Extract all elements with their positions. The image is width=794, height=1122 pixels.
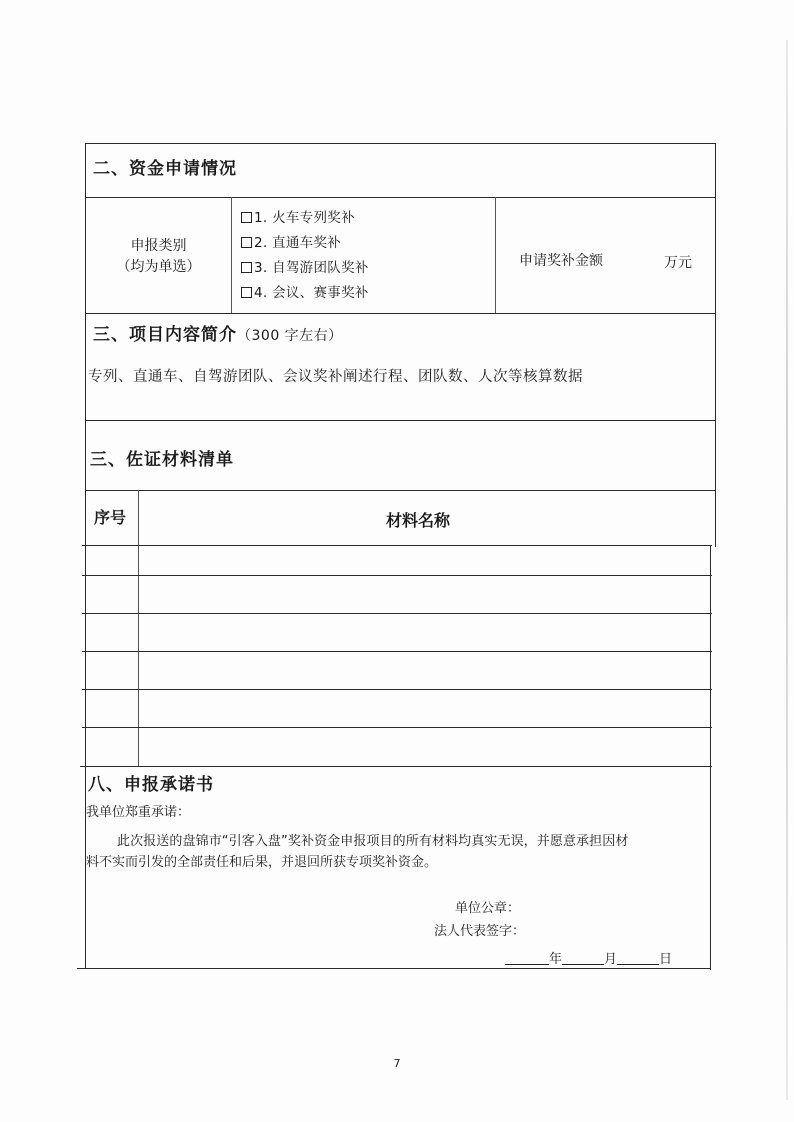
option-direct-bus[interactable] bbox=[241, 231, 341, 251]
section-materials-title: 三、佐证材料清单 bbox=[90, 450, 234, 470]
option-self-drive-group[interactable] bbox=[241, 256, 369, 276]
checkbox-icon[interactable] bbox=[241, 237, 252, 248]
seal-label: 单位公章： bbox=[455, 901, 521, 916]
materials-col-name: 材料名称 bbox=[386, 511, 451, 530]
section-pledge-title: 八、申报承诺书 bbox=[88, 775, 214, 795]
section-funding-title: 二、资金申请情况 bbox=[93, 159, 237, 179]
pledge-body-line1: 此次报送的盘锦市“引客入盘”奖补资金申报项目的所有材料均真实无误，并愿意承担因材 bbox=[117, 834, 629, 849]
divider-summary-bottom bbox=[85, 420, 716, 421]
option-train-special[interactable] bbox=[241, 206, 355, 226]
divider-materials-header bbox=[85, 490, 716, 491]
pledge-intro: 我单位郑重承诺： bbox=[86, 805, 191, 820]
divider-funding-bottom bbox=[85, 313, 716, 314]
table-row bbox=[82, 651, 712, 652]
date-month-label: 月 bbox=[604, 952, 618, 967]
date-year-label: 年 bbox=[549, 952, 563, 967]
table-border-right-lower bbox=[710, 545, 711, 970]
option-label: 2. 直通车奖补 bbox=[254, 235, 342, 251]
date-line bbox=[505, 948, 672, 967]
checkbox-icon[interactable] bbox=[241, 287, 252, 298]
year-blank[interactable] bbox=[505, 950, 549, 965]
month-blank[interactable] bbox=[562, 950, 604, 965]
table-row bbox=[82, 575, 712, 576]
section-summary-title: 三、项目内容简介（300 字左右） bbox=[93, 325, 343, 345]
funding-col-divider-2 bbox=[495, 197, 496, 313]
table-row bbox=[82, 613, 712, 614]
table-row bbox=[82, 727, 712, 728]
materials-col-index: 序号 bbox=[94, 508, 127, 527]
amount-unit: 万元 bbox=[664, 255, 692, 271]
summary-title-note: （300 字左右） bbox=[237, 328, 343, 344]
materials-col-divider bbox=[138, 490, 139, 766]
table-border-bottom bbox=[77, 968, 711, 969]
funding-col-divider-1 bbox=[231, 197, 232, 313]
option-label: 3. 自驾游团队奖补 bbox=[254, 260, 369, 276]
pledge-body-line2: 料不实而引发的全部责任和后果，并退回所获专项奖补资金。 bbox=[86, 855, 438, 870]
option-label: 1. 火车专列奖补 bbox=[254, 210, 355, 226]
checkbox-icon[interactable] bbox=[241, 262, 252, 273]
checkbox-icon[interactable] bbox=[241, 212, 252, 223]
summary-body: 专列、直通车、自驾游团队、会议奖补阐述行程、团队数、人次等核算数据 bbox=[88, 369, 583, 385]
table-border-top bbox=[85, 143, 716, 144]
table-border-right-upper bbox=[715, 143, 716, 547]
table-row bbox=[82, 689, 712, 690]
divider-funding-header bbox=[85, 197, 716, 198]
amount-label: 申请奖补金额 bbox=[519, 253, 603, 269]
table-row bbox=[82, 545, 712, 546]
signature-label: 法人代表签字： bbox=[434, 924, 526, 939]
option-label: 4. 会议、赛事奖补 bbox=[254, 285, 369, 301]
table-row bbox=[80, 766, 712, 767]
scan-edge-shadow bbox=[786, 40, 788, 1100]
category-label-note: （均为单选） bbox=[116, 259, 201, 275]
category-label: 申报类别 bbox=[130, 238, 187, 254]
page-number: 7 bbox=[393, 1057, 401, 1070]
option-meeting-event[interactable] bbox=[241, 281, 369, 301]
day-blank[interactable] bbox=[617, 950, 659, 965]
date-day-label: 日 bbox=[659, 952, 673, 967]
